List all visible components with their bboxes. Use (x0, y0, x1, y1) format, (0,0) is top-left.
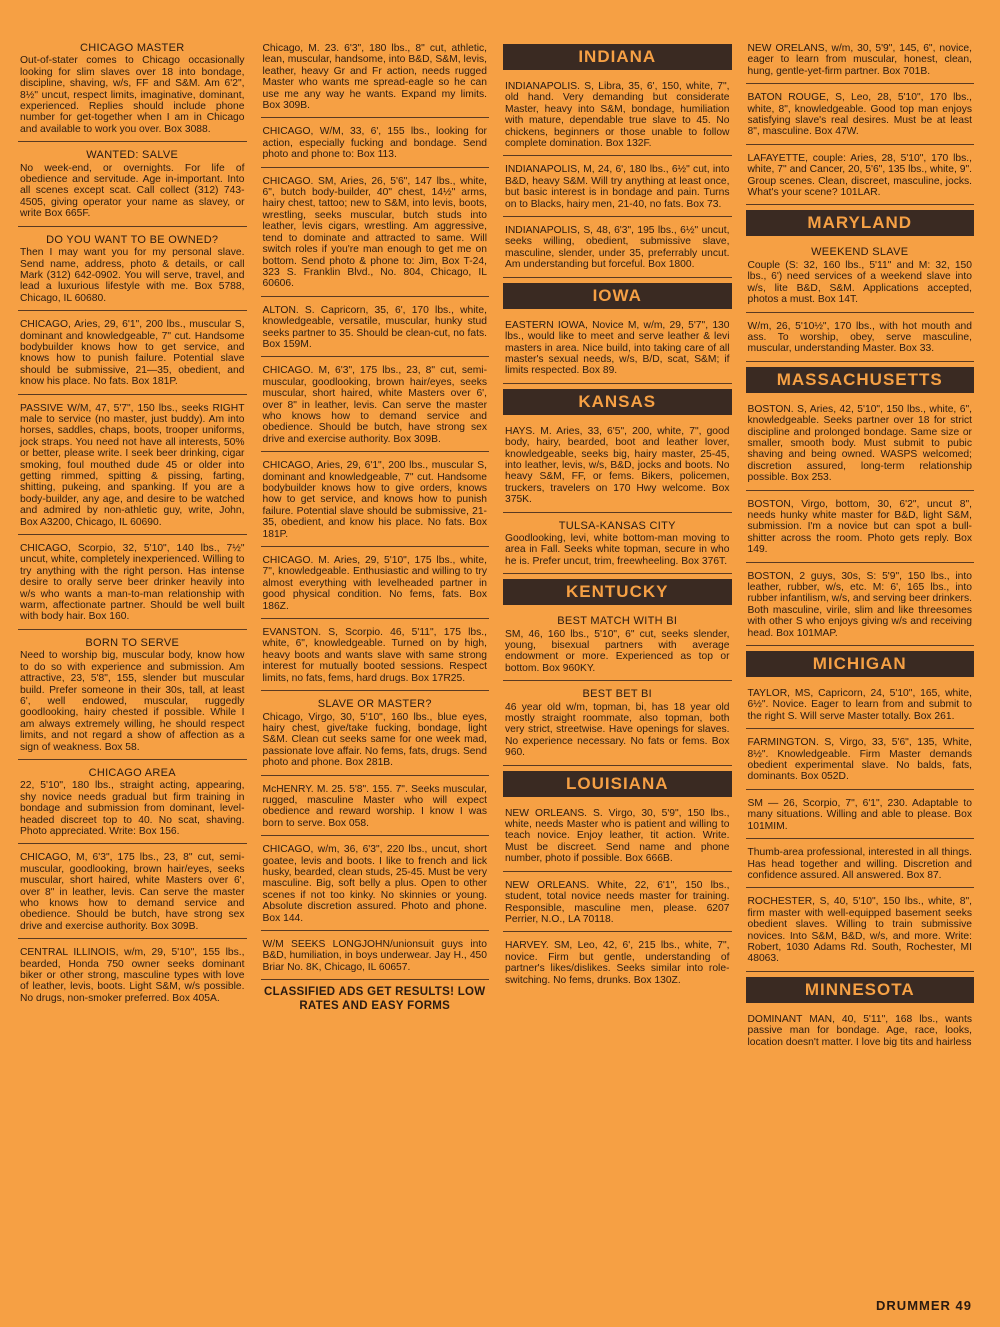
ad-heading: BEST MATCH WITH BI (557, 615, 678, 628)
state-header: MARYLAND (746, 210, 975, 236)
ad-text: CHICAGO, Scorpio, 32, 5'10", 140 lbs., 7½" uncut, white, completely inexperienced. Willing to try anything with the right person. Has intense desire to orally serve beer drinker heavily into w/s who wants a man-to-man relationship with warm, affectionate partner. Should be well built with body hair. Box 160. (20, 543, 245, 623)
classified-ad (18, 316, 247, 394)
ad-heading: CHICAGO MASTER (80, 42, 185, 54)
page-footer: DRUMMER 49 (876, 1298, 972, 1313)
ad-text: HAYS. M. Aries, 33, 6'5", 200, white, 7", good body, hairy, bearded, boot and leather lover, knowledgeable, seeks big, hairy master, 25-45, into leather, levis, w/s, B&D, jocks and boots. No heavy S&M, FF, or fems. Bikers, policemen, truckers, travelers on 170 Hwy welcome. Box 375K. (505, 425, 730, 506)
classified-ad (746, 150, 975, 206)
classified-ad (503, 877, 732, 933)
classified-ad (503, 686, 732, 765)
ad-text: No week-end, or overnights. For life of obedience and servitude. Age in-important. Into all scenes except scat. Call collect (312) 743-4505, giving operator your name as slavey, or write Box 665F. (20, 162, 245, 220)
classified-ad (746, 893, 975, 971)
ad-heading: BORN TO SERVE (85, 636, 180, 649)
ad-text: Chicago, M. 23. 6'3", 180 lbs., 8" cut, athletic, lean, muscular, handsome, into B&D, S&M, levis, leather, heavy Gr and Fr action, needs rugged Master who wants me spread-eagle so he can use me any way he wants. Expand my limits. Box 309B. (262, 43, 487, 112)
classified-ad (261, 781, 490, 837)
ad-text: W/m, 26, 5'10½", 170 lbs., with hot mouth and ass. To worship, obey, serve masculine, muscular, understanding Master. Box 33. (747, 320, 972, 355)
ad-text: SM, 46, 160 lbs., 5'10", 6" cut, seeks slender, young, bisexual partners with average endowment or more. Experienced as top or bottom. Box 960KY. (505, 628, 730, 674)
classified-ad (746, 795, 975, 839)
ad-text: CHICAGO, Aries, 29, 6'1", 200 lbs., muscular S, dominant and knowledgeable, 7" cut. Handsome bodybuilder knows how to give orders, knows how to get service, and knows how to punish failure. Potential slave should be submissive, 21-35, obedient, and know his place. No fats. Box 181P. (262, 460, 487, 540)
column-1 (18, 40, 247, 1295)
ad-text: BATON ROUGE, S, Leo, 28, 5'10", 170 lbs., white, 8", knowledgeable. Good top man enjoys satisfying slave's real desires. Must be at least 8", masculine. Box 47W. (747, 92, 972, 138)
ad-text: HARVEY. SM, Leo, 42, 6', 215 lbs., white, 7", novice. Firm but gentle, understanding of partner's likes/dislikes. Seeks similar into role-switching. No fems, drunks. Box 130Z. (505, 940, 730, 986)
ad-text: Out-of-stater comes to Chicago occasionally looking for slim slaves over 18 into bondage, discipline, shaving, w/s, FF and S&M. Am 6'2", 8½" uncut, respect limits, imaginative, dominant, experienced. Replies should include phone number for get-together when I am in Chicago and available to work you over. Box 3088. (20, 55, 245, 135)
ad-text: CHICAGO. M. Aries, 29, 5'10", 175 lbs., white, 7", knowledgeable. Enthusiastic and willing to try almost everything with levelheaded partner in good physical condition. No fems, fats. Box 186Z. (262, 555, 487, 612)
ad-text: Goodlooking, levi, white bottom-man moving to area in Fall. Seeks white topman, secure in who he is. Prefer uncut, trim, freewheeling. Box 376T. (505, 532, 730, 567)
ad-heading: SLAVE OR MASTER? (317, 698, 432, 711)
classified-ad (746, 318, 975, 362)
state-header: IOWA (503, 283, 732, 309)
classified-ad (746, 685, 975, 729)
ad-text: EASTERN IOWA, Novice M, w/m, 29, 5'7", 130 lbs., would like to meet and serve leather & levi masters in area. Nice build, into taking care of all master's sexual needs, w/s, B/D, scat, S&M; if limits respected. Box 89. (505, 319, 730, 377)
ad-text: SM — 26, Scorpio, 7", 6'1", 230. Adaptable to many situations. Willing and able to please. Box 101MIM. (747, 797, 972, 832)
ad-text: TAYLOR, MS, Capricorn, 24, 5'10", 165, white, 6½". Novice. Eager to learn from and submit to the right S. Will serve Master totally. Box 261. (747, 688, 972, 722)
ad-heading: TULSA-KANSAS CITY (558, 519, 676, 532)
ad-text: DOMINANT MAN, 40, 5'11", 168 lbs., wants passive man for bondage. Age, race, looks, location doesn't matter. I love big tits and hairless (747, 1013, 972, 1048)
classified-ad (503, 613, 732, 681)
classified-ad (746, 496, 975, 563)
state-header: MASSACHUSETTS (746, 367, 975, 393)
state-header: LOUISIANA (503, 771, 732, 797)
classified-ad (503, 518, 732, 575)
ad-text: FARMINGTON. S, Virgo, 33, 5'6", 135, White, 8½". Knowledgeable. Firm Master demands obedient experimental slave. No balds, fats, dominants. Box 052D. (747, 737, 972, 783)
ad-text: NEW ORLEANS. White, 22, 6'1", 150 lbs., student, total novice needs master for training. Responsible, masculine men, please. 6207 Perrier, N.O., LA 70118. (505, 879, 730, 925)
classified-ad (746, 568, 975, 646)
classified-ad (503, 805, 732, 872)
ad-text: CHICAGO, Aries, 29, 6'1", 200 lbs., muscular S, dominant and knowledgeable, 7" cut. Handsome bodybuilder knows how to get service, and knows how to punish failure. Potential slave should be submissive, 21—35, obedient, and know his place. No fats. Box 181P. (20, 319, 245, 388)
ad-text: CHICAGO, M, 6'3", 175 lbs., 23, 8" cut, semi-muscular, goodlooking, brown hair/eyes, seeks muscular, short haired, white Masters over 6', over 8" in leather, levis. Can serve the master who knows how to demand service and obedience. Should be butch, have strong sex drive and exercise authority. Box 309B. (20, 852, 245, 932)
ad-text: INDIANAPOLIS, S, 48, 6'3", 195 lbs., 6½" uncut, seeks willing, obedient, submissive slave, masculine, slender, under 35, preferrably uncut. Am understanding but forceful. Box 1800. (505, 225, 730, 271)
ad-text: NEW ORLEANS. S. Virgo, 30, 5'9", 150 lbs., white, needs Master who is patient and willing to teach novice. Enjoy leather, tit action. Write. Must be discreet. Send name and phone number, photo if possible. Box 666B. (505, 807, 730, 865)
classified-ad (503, 78, 732, 156)
ad-heading: WEEKEND SLAVE (811, 246, 909, 259)
classified-ad (261, 173, 490, 297)
ad-columns (18, 40, 974, 1295)
state-header: KANSAS (503, 389, 732, 415)
classified-ad (18, 944, 247, 1010)
classified-ad (503, 937, 732, 992)
classified-ad (746, 401, 975, 491)
ad-text: BOSTON, Virgo, bottom, 30, 6'2", uncut 8", needs hunky white master for B&D, light S&M, submission. I'm a novice but can spot a bull-shitter across the room. Photo gets reply. Box 149. (747, 498, 972, 556)
ad-text: CHICAGO. M, 6'3", 175 lbs., 23, 8" cut, semi-muscular, goodlooking, brown hair/eyes, seeks muscular, short haired, white Masters over 6', over 8" in leather, levis. Can serve the master who knows how to demand service and obedience. Should be butch, have strong sex drive and exercise authority. Box 309B. (262, 365, 487, 445)
classified-ad (746, 89, 975, 145)
classified-ad (261, 40, 490, 118)
ad-text: CHICAGO, W/M, 33, 6', 155 lbs., looking for action, especially fucking and bondage. Send photo and phone to: Box 113. (262, 126, 487, 161)
ad-text: McHENRY. M. 25. 5'8". 155. 7". Seeks muscular, rugged, masculine Master who will expect obedience and reward worship. I know I was born to serve. Box 058. (262, 783, 487, 829)
ad-text: Couple (S: 32, 160 lbs., 5'11" and M: 32, 150 lbs., 6') need services of a weekend slave into w/s, lite B&D, S&M. Applications accepted, photos a must. Box 14T. (747, 259, 972, 306)
classified-promo: CLASSIFIED ADS GET RESULTS! LOW RATES AND EASY FORMS (264, 986, 486, 1013)
classified-ad (503, 317, 732, 384)
ad-text: ALTON. S. Capricorn, 35, 6', 170 lbs., white, knowledgeable, versatile, muscular, hunky stud seeks partner to 35. Should be clean-cut, no fats. Box 159M. (262, 304, 487, 350)
classified-ad (261, 457, 490, 547)
classified-ad (18, 232, 247, 311)
ad-text: PASSIVE W/M, 47, 5'7", 150 lbs., seeks RIGHT male to service (no master, just buddy). Am into horses, saddles, chaps, boots, trooper uniforms, jock straps. You need not have all interests, 50% or better, please write. I seek beer drinking, cigar smoking, foul mouthed dude 45 or older into getting rimmed, spitting & pissing, farting, shitting, pukeing, and spanking. If you are a body-builder, any age, and desire to be watched and admired by non-athletic guy, write, John, Box A3200, Chicago, IL 60690. (20, 402, 245, 528)
classified-ad (261, 841, 490, 931)
classified-ad (503, 222, 732, 278)
ad-text: Need to worship big, muscular body, know how to do so with experience and submission. Am attractive, 23, 5'8", 155, slender but muscular build. Prefer someone in their 30s, tall, at least 6', well endowed, muscular, ruggedly goodlooking, hairy chested if possible. While I am always extremely willing, he should respect limits, and not regard a show of affection as a sign of weakness. Box 58. (20, 650, 245, 753)
state-header: KENTUCKY (503, 579, 732, 605)
ad-heading: DO YOU WANT TO BE OWNED? (46, 233, 219, 246)
classified-ad (261, 302, 490, 358)
column-2 (261, 40, 490, 1295)
classified-ad (261, 936, 490, 980)
ad-text: Then I may want you for my personal slave. Send name, address, photo & details, or call Mark (312) 642-0902. You will serve, travel, and lead a luxurious lifestyle with me. Box 5788, Chicago, IL 60680. (20, 247, 245, 304)
classified-ad (18, 849, 247, 939)
ad-text: CHICAGO. SM, Aries, 26, 5'6", 147 lbs., white, 6", butch body-builder, 40" chest, 14½" arms, hairy chest, tattoo; new to S&M, into levis, boots, wrestling, seeks muscular, butch studs into leather, levis cigars, wrestling. Am aggressive, tend to dominate and attracted to same. Will switch roles if you're man enough to get me on bottom. Send photo & phone to: Jim, Box T-24, 323 S. Franklin Blvd., No. 804, Chicago, IL 60606. (262, 175, 487, 290)
ad-text: LAFAYETTE, couple: Aries, 28, 5'10", 170 lbs., white, 7" and Cancer, 20, 5'6", 135 lbs., white, 9". Group scenes. Clean, discreet, masculine, jocks. What's your scene? 101LAR. (747, 152, 972, 199)
ad-text: W/M SEEKS LONGJOHN/unionsuit guys into B&D, humiliation, in boys underwear. Jay H., 450 Briar No. 8K, Chicago, IL 60657. (262, 939, 487, 973)
classified-ad (503, 423, 732, 513)
classified-ad (503, 161, 732, 217)
ad-text: INDIANAPOLIS, M, 24, 6', 180 lbs., 6½" cut, into B&D, heavy S&M. Will try anything at least once, but basic interest is in bondage and pain. Turns on to Blacks, hairy men, 21-40, no fats. Box 73. (505, 164, 730, 210)
classified-ad (18, 400, 247, 535)
ad-text: NEW ORELANS, w/m, 30, 5'9", 145, 6", novice, eager to learn from muscular, honest, clean, hung, gentle-yet-firm partner. Box 701B. (747, 43, 972, 77)
ad-text: BOSTON, 2 guys, 30s, S: 5'9", 150 lbs., into leather, rubber, w/s, etc. M: 6', 165 lbs., into rubber infantilism, w/s, and serving beer drinkers. Both masculine, virile, slim and like threesomes with other S who enjoys giving w/s and receiving head. Box 101MAP. (747, 570, 972, 639)
classified-ad (261, 696, 490, 775)
classified-ad (18, 765, 247, 844)
state-header: MINNESOTA (746, 977, 975, 1003)
classified-ad (261, 362, 490, 452)
column-4 (746, 40, 975, 1295)
classified-ad (18, 540, 247, 630)
ad-text: Chicago, Virgo, 30, 5'10", 160 lbs., blue eyes, hairy chest, give/take fucking, bondage, light S&M. Clean cut seeks same for one week mad, passionate love affair. No fems, fats, drugs. Send photo and phone. Box 281B. (262, 711, 487, 769)
classified-ad (261, 123, 490, 167)
ad-text: ROCHESTER, S, 40, 5'10", 150 lbs., white, 8", firm master with well-equipped basement seeks obedient slaves. Willing to train submissive novices. Into S&M, B&D, w/s, and more. Write: Robert, 1030 Adams Rd. South, Rochester, MI 48063. (747, 896, 972, 965)
ad-text: 46 year old w/m, topman, bi, has 18 year old mostly straight roommate, also topman, both very strict, streetwise. Have openings for slaves. No experience necessary. No fats or fems. Box 960. (505, 701, 730, 759)
state-header: MICHIGAN (746, 651, 975, 677)
classified-ad (746, 1011, 975, 1054)
ad-heading: CHICAGO AREA (88, 766, 176, 779)
classified-ad (18, 147, 247, 226)
ad-text: CENTRAL ILLINOIS, w/m, 29, 5'10", 155 lbs., bearded, Honda 750 owner seeks dominant biker or other strong, masculine types with love of leather, levis, boots. Light S&M, w/s possible. No drugs, non-smoker preferred. Box 405A. (20, 947, 245, 1004)
classified-ad (746, 40, 975, 84)
ad-text: CHICAGO, w/m, 36, 6'3", 220 lbs., uncut, short goatee, levis and boots. I like to french and lick husky, bearded, clean studs, 25-45. Must be very masculine. Big, soft belly a plus. Open to other scenes if not too kinky. No skinnies or young. Absolute discretion assured. Photo and phone. Box 144. (262, 844, 487, 924)
ad-heading: WANTED: SALVE (86, 149, 179, 162)
classified-ad (18, 40, 247, 142)
ad-text: EVANSTON. S, Scorpio. 46, 5'11", 175 lbs., white, 6", knowledgeable. Turned on by high, heavy boots and wants slave with same strong interest for mutually booted sessions. Respect limits, no fats, fems, hard drugs. Box 17R25. (262, 627, 487, 684)
column-3 (503, 40, 732, 1295)
ad-text: INDIANAPOLIS. S, Libra, 35, 6', 150, white, 7", old hand. Very demanding but considerate Master, heavy into S&M, bondage, humiliation with mature, dependable true slave to 45. No chickens, beginners or those unable to follow complete domination. Box 132F. (505, 81, 730, 150)
ad-text: BOSTON. S, Aries, 42, 5'10", 150 lbs., white, 6", knowledgeable. Seeks partner over 18 for strict discipline and prolonged bondage. Same size or smaller, smooth body. Must submit to pubic shaving and being owned. WASPS welcomed; discretion assured, long-term relationship possible. Box 253. (747, 403, 972, 484)
state-header: INDIANA (503, 44, 732, 70)
classified-ad (746, 734, 975, 790)
classified-ad (261, 624, 490, 691)
classified-ad (746, 244, 975, 312)
ad-text: 22, 5'10", 180 lbs., straight acting, appearing, shy novice needs gradual but firm training in bondage and submission from dominant, level-headed discreet top to 40. No scat, shaving. Photo appreciated. Write: Box 156. (20, 780, 245, 837)
classified-ad (18, 635, 247, 760)
classified-ad (261, 552, 490, 619)
classified-ad (746, 844, 975, 888)
ad-text: Thumb-area professional, interested in all things. Has head together and willing. Discretion and confidence assured. All answered. Box 87. (747, 847, 972, 881)
ad-heading: BEST BET BI (582, 688, 653, 701)
